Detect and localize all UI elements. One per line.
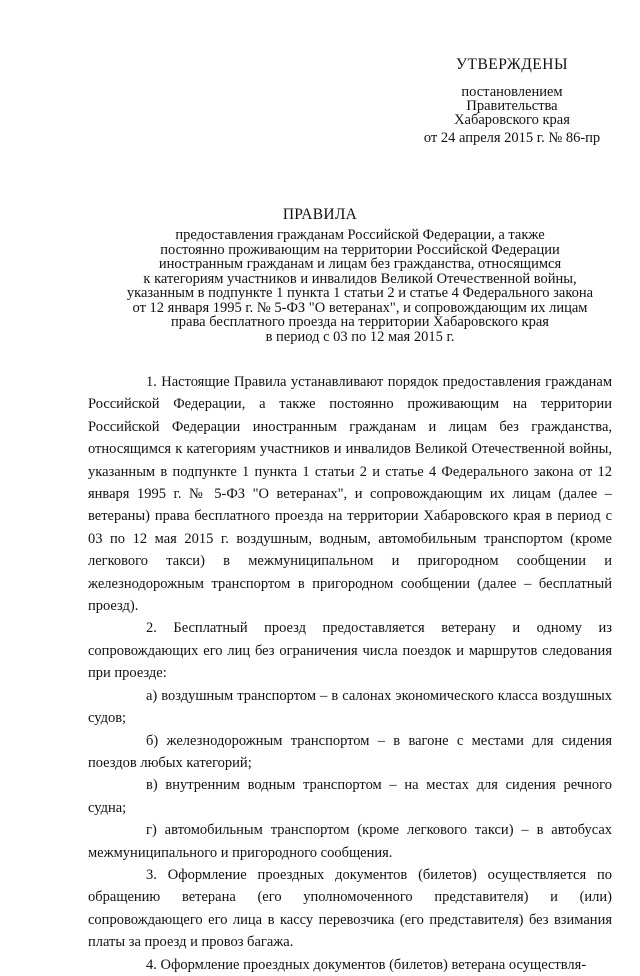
paragraph-2a: а) воздушным транспортом – в салонах экономического класса воздушных судов;: [88, 687, 612, 727]
approval-line-region: Хабаровского края: [454, 112, 570, 128]
paragraph-2c: в) внутренним водным транспортом – на местах для сидения речного судна;: [88, 777, 612, 816]
subtitle-line: в период с 03 по 12 мая 2015 г.: [265, 328, 455, 345]
paragraph-1: 1. Настоящие Правила устанавливают порядок предоставления гражданам Российской Федерации, а также постоянно проживающим на территории Российской Федерации иностранным гражданам и лицам без гражданства, относящимся к категориям участников и инвалидов Великой Отечественной войны, указанным в подпункте 1 пункта 1 статьи 2 и статье 4 Федерального закона от 12 января 1995 г. № 5-ФЗ "О ветеранах", и сопровождающим их лицам (далее – ветераны) права бесплатного проезда на территории Хабаровского края в период с 03 по 12 мая 2015 г. воздушным, водным, автомобильным транспортом (кроме легкового такси) в межмуниципальном и пригородном сообщении и железнодорожным транспортом в пригородном сообщении (далее – бесплатный проезд).: [88, 374, 612, 615]
subtitle-line: указанным в подпункте 1 пункта 1 статьи 2 и статье 4 Федерального закона: [126, 285, 594, 301]
subtitle-line: к категориям участников и инвалидов Великой Отечественной войны,: [143, 270, 577, 287]
subtitle-line: предоставления гражданам Российской Федерации, а также: [175, 227, 545, 243]
subtitle-line: права бесплатного проезда на территории Хабаровского края: [171, 314, 549, 330]
document-body: [88, 371, 612, 976]
paragraph-2d: г) автомобильным транспортом (кроме легкового такси) – в автобусах межмуниципального и пригородного сообщения.: [88, 822, 612, 861]
paragraph-3: 3. Оформление проездных документов (билетов) осуществляется по обращению ветерана (его уполномоченного представителя) и (или) сопровождающего его лица в кассу перевозчика (его представителя) без взимания платы за проезд и провоз багажа.: [88, 866, 612, 951]
subtitle-line: иностранным гражданам и лицам без гражданства, относящимся: [158, 256, 562, 272]
paragraph-2b: б) железнодорожным транспортом – в вагоне с местами для сидения поездов любых категорий;: [88, 732, 612, 771]
subtitle-line: постоянно проживающим на территории Российской Федерации: [160, 241, 560, 258]
approval-date: от 24 апреля 2015 г. № 86-пр: [423, 130, 601, 146]
document-title: ПРАВИЛА: [282, 206, 358, 223]
subtitle-line: от 12 января 1995 г. № 5-ФЗ "О ветеранах", и сопровождающим их лицам: [132, 299, 588, 316]
approval-heading: УТВЕРЖДЕНЫ: [456, 56, 568, 73]
paragraph-4: 4. Оформление проездных документов (билетов) ветерана осуществля-: [146, 956, 587, 973]
paragraph-2: 2. Бесплатный проезд предоставляется ветерану и одному из сопровождающих его лиц без ограничения числа поездок и маршрутов следования при проезде:: [88, 620, 612, 682]
approval-line-resolution: постановлением: [461, 84, 563, 100]
document-subtitle: [100, 228, 620, 344]
approval-line-government: Правительства: [466, 98, 558, 114]
approval-block: [412, 58, 612, 145]
